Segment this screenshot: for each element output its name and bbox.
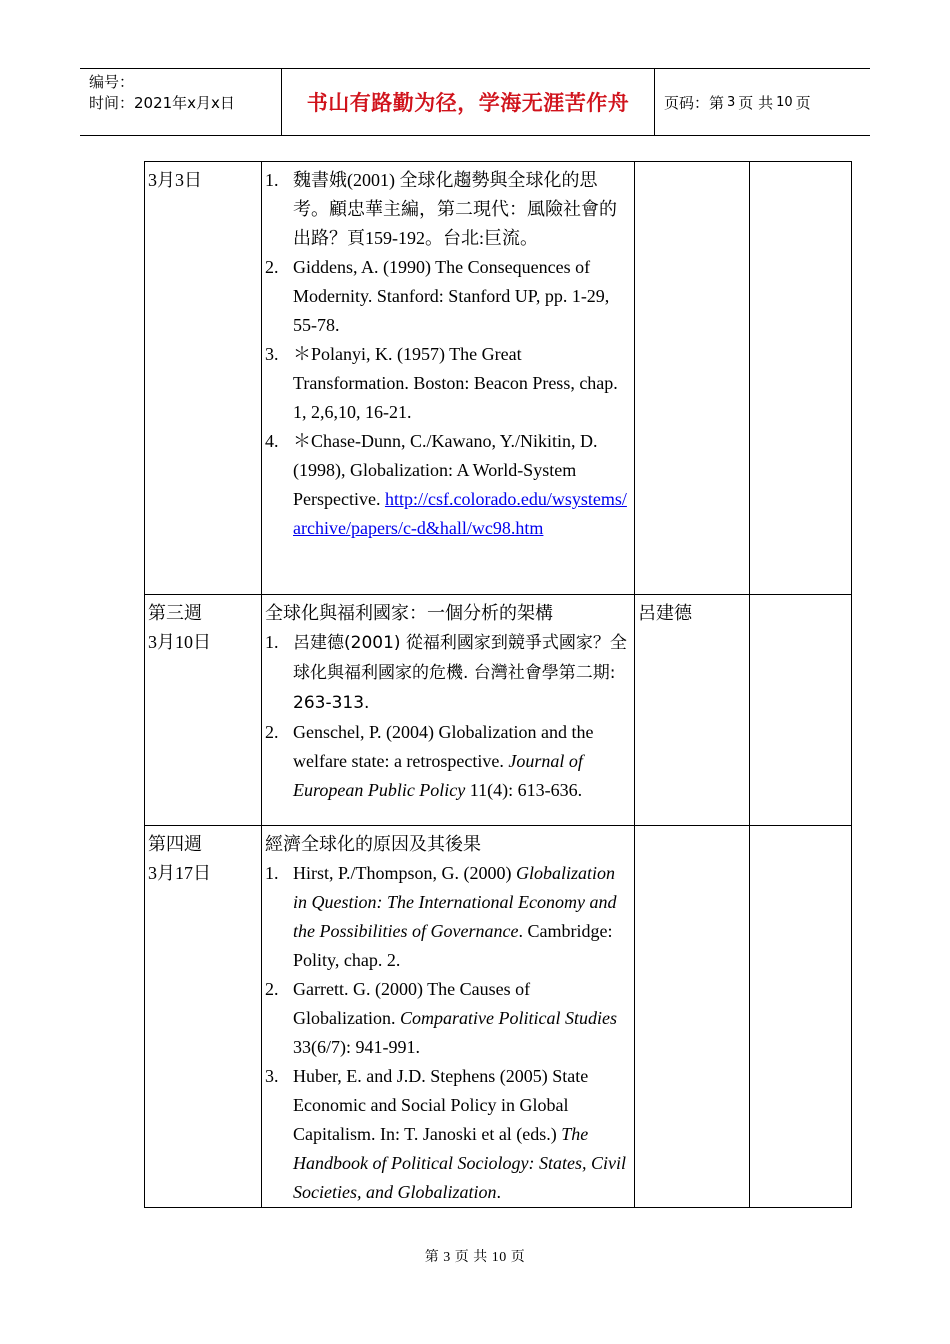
time-label: 时间：2021年x月x日 — [89, 94, 235, 112]
reference-text: Hirst, P./Thompson, G. (2000) — [293, 863, 517, 883]
reference-text: Giddens, A. (1990) The Consequences of Modernity. Stanford: Stanford UP, pp. 1-29, 55-78. — [293, 257, 610, 335]
lecturer-cell — [635, 162, 750, 595]
number-label: 编号： — [89, 73, 135, 91]
reference-item — [265, 340, 631, 427]
reference-number: 3. — [265, 344, 279, 364]
date-line: 3月10日 — [148, 632, 211, 652]
date-line: 第四週 — [148, 834, 202, 854]
page-total: 10 — [776, 94, 793, 110]
reference-number: 1. — [265, 170, 279, 190]
reference-text: . Cambridge: Polity, chap. 2. — [293, 921, 613, 970]
reference-number: 2. — [265, 722, 279, 742]
footer-mid: 页 共 — [454, 1250, 488, 1265]
footer-suffix: 页 — [510, 1250, 526, 1265]
date-cell — [145, 595, 262, 826]
lecturer-cell — [635, 826, 750, 1208]
reference-text: Huber, E. and J.D. Stephens (2005) State Economic and Social Policy in Global Capitalism. In: T. Janoski et al (eds.) — [293, 1066, 589, 1144]
notes-cell — [750, 595, 852, 826]
reference-number: 2. — [265, 979, 279, 999]
notes-cell — [750, 162, 852, 595]
reference-italic-title: Journal of European Public Policy — [293, 751, 583, 800]
footer-total: 10 — [491, 1250, 507, 1265]
reference-text: 魏書娥(2001) 全球化趨勢與全球化的思考。顧忠華主編，第二現代：風險社會的出路？頁159-192。台北:巨流。 — [293, 170, 617, 248]
reference-number: 2. — [265, 257, 279, 277]
date-line: 第三週 — [148, 603, 202, 623]
reference-text: 33(6/7): 941-991. — [293, 1037, 420, 1057]
page-current: 3 — [727, 94, 736, 110]
content-cell — [262, 595, 635, 826]
reference-text: . — [496, 1182, 501, 1202]
reference-text: ＊Polanyi, K. (1957) The Great Transformation. Boston: Beacon Press, chap. 1, 2,6,10, 16-21. — [293, 344, 618, 422]
notes-cell — [750, 826, 852, 1208]
reference-number: 1. — [265, 863, 279, 883]
footer-prefix: 第 — [424, 1250, 440, 1265]
footer-page: 3 — [443, 1250, 451, 1265]
reference-item — [265, 859, 631, 975]
reference-number: 1. — [265, 632, 279, 652]
content-cell — [262, 826, 635, 1208]
date-line: 3月3日 — [148, 170, 202, 190]
reference-item — [265, 628, 631, 718]
lecturer-cell: 呂建德 — [635, 595, 750, 826]
reference-list — [265, 628, 631, 805]
table-row — [145, 595, 852, 826]
reference-number: 4. — [265, 431, 279, 451]
topic-title: 全球化與福利國家：一個分析的架構 — [265, 603, 553, 623]
table-row — [145, 826, 852, 1208]
reference-italic-title: Globalization in Question: The International Economy and the Possibilities of Governance — [293, 863, 617, 941]
reference-text: ＊Chase-Dunn, C./Kawano, Y./Nikitin, D. (1998), Globalization: A World-System Perspective. — [293, 431, 598, 509]
page-header — [80, 68, 870, 136]
header-meta — [89, 72, 235, 114]
page-prefix: 页码：第 — [664, 93, 725, 112]
content-cell — [262, 162, 635, 595]
reference-list — [265, 859, 631, 1207]
date-cell — [145, 162, 262, 595]
page-suffix: 页 — [795, 93, 811, 112]
reference-item — [265, 1062, 631, 1207]
table-row — [145, 162, 852, 595]
reference-italic-title: The Handbook of Political Sociology: States, Civil Societies, and Globalization — [293, 1124, 626, 1202]
reference-item — [265, 253, 631, 340]
reference-text: 11(4): 613-636. — [465, 780, 583, 800]
reference-item — [265, 166, 631, 253]
reference-text: 呂建德(2001) 從福利國家到競爭式國家？全球化與福利國家的危機. 台灣社會學第二期: 263-313. — [293, 633, 627, 713]
reference-italic-title: Comparative Political Studies — [399, 1008, 617, 1028]
date-cell — [145, 826, 262, 1208]
date-line: 3月17日 — [148, 863, 211, 883]
header-motto: 书山有路勤为径，学海无涯苦作舟 — [306, 91, 630, 115]
reference-text: Garrett. G. (2000) The Causes of Globalization. — [293, 979, 531, 1028]
reference-item — [265, 718, 631, 805]
schedule-table — [144, 161, 852, 1208]
page-footer — [0, 1246, 950, 1266]
header-divider — [654, 69, 655, 135]
reference-list — [265, 166, 631, 543]
header-page-number — [664, 69, 811, 135]
reference-item — [265, 427, 631, 543]
reference-link[interactable]: http://csf.colorado.edu/wsystems/archive/papers/c-d&hall/wc98.htm — [293, 489, 627, 538]
reference-text: Genschel, P. (2004) Globalization and the welfare state: a retrospective. — [293, 722, 594, 771]
reference-item — [265, 975, 631, 1062]
topic-title: 經濟全球化的原因及其後果 — [265, 834, 481, 854]
page-mid: 页 共 — [738, 93, 774, 112]
reference-number: 3. — [265, 1066, 279, 1086]
